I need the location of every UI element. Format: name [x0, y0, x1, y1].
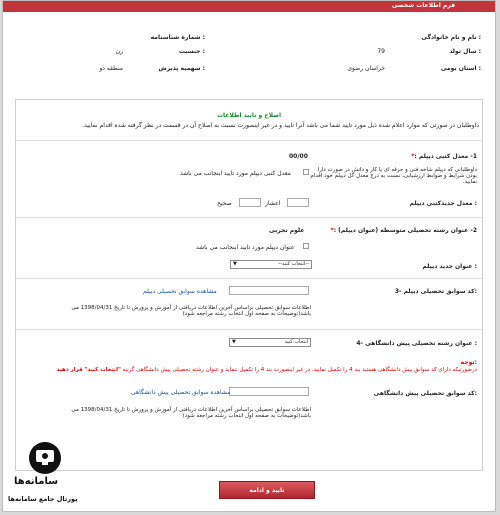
gpa-confirm-label: معدل کتبی دیپلم مورد تایید اینجانب می باشد [180, 170, 291, 177]
gpa-integer-label: صحیح [217, 200, 232, 207]
diploma-confirm-checkbox[interactable] [303, 243, 309, 249]
pre-uni-note: درصورتیکه دارای کد سوابق پیش دانشگاهی هستید بند 4 را تکمیل نمایید. در غیر اینصورت بند 4 را تکمیل ننماید و عنوان رشته تحصیلی پیش دانشگاهی گزینه "انتخاب کنید" قرار دهید [56, 367, 477, 373]
submit-button[interactable]: تایید و ادامه [219, 481, 315, 499]
watermark-tagline: پورتال جامع سامانه‌ها [8, 495, 78, 503]
diploma-field-label: 2- عنوان رشته تحصیلی متوسطه (عنوان دیپلم) :* [330, 227, 477, 234]
chevron-down-icon: ▼ [232, 339, 236, 345]
confirm-intro: داوطلبان در صورتی که موارد اعلام شده ذیل مورد تایید شما می باشد آنرا تایید و در غیر اینصورت نسبت به اصلاح آن در قسمت در نظر گرفته شده اقدام نمایید. [82, 122, 479, 129]
gender-value: زن [115, 48, 123, 55]
pre-uni-code-note: اطلاعات سوابق تحصیلی براساس آخرین اطلاعات دریافتی از آموزش و پرورش تا تاریخ 1398/04/31 می باشد(توضیحات به صفحه اول انتخاب رشته مراجعه شود) [71, 407, 311, 419]
gpa-integer-input[interactable] [287, 198, 309, 207]
diploma-field-value: علوم تجربی [269, 227, 305, 234]
pre-uni-code-label: کد سوابق تحصیلی پیش دانشگاهی: [373, 390, 477, 397]
pre-uni-note-title: توجه: [460, 359, 477, 366]
pre-uni-code-input[interactable] [229, 387, 309, 396]
diploma-code-input[interactable] [229, 286, 309, 295]
pre-uni-select[interactable] [229, 338, 311, 347]
form-window [2, 0, 496, 512]
quota-value: منطقه دو [99, 65, 123, 72]
diploma-confirm-label: عنوان دیپلم مورد تایید اینجانب می باشد [196, 244, 295, 251]
confirm-title: اصلاح و تایید اطلاعات [216, 112, 282, 119]
section-divider [15, 217, 483, 218]
pre-uni-label: 4- عنوان رشته تحصیلی پیش دانشگاهی : [356, 340, 477, 347]
province-label: استان بومی : [440, 65, 481, 72]
title-bar [3, 1, 495, 12]
section-divider [15, 329, 483, 330]
gpa-label: 1- معدل کتبی دیپلم :* [411, 153, 477, 160]
new-diploma-select-value: --انتخاب کنید-- [278, 261, 309, 267]
view-pre-uni-records-link[interactable]: مشاهده سوابق تحصیلی پیش دانشگاهی [131, 389, 231, 396]
watermark-brand: سامانه‌ها [14, 476, 59, 487]
diploma-code-note: اطلاعات سوابق تحصیلی براساس آخرین اطلاعات دریافتی از آموزش و پرورش تا تاریخ 1398/04/31 می باشد(توضیحات به صفحه اول انتخاب رشته مراجعه شود) [71, 305, 311, 317]
view-diploma-records-link[interactable]: مشاهده سوابق تحصیلی دیپلم [143, 288, 217, 295]
national-id-label: شماره شناسنامه : [150, 34, 205, 41]
province-value: خراسان رضوی [347, 65, 385, 72]
new-diploma-select[interactable] [230, 260, 312, 269]
gpa-confirm-checkbox[interactable] [303, 169, 309, 175]
quota-label: سهمیه پذیرش : [158, 65, 205, 72]
new-gpa-label: معدل جدیدکتبی دیپلم : [409, 200, 477, 207]
diploma-code-label: 3- کد سوابق تحصیلی دیپلم: [394, 288, 477, 295]
watermark-logo [0, 440, 80, 510]
gpa-value: 00/00 [289, 153, 308, 160]
gender-label: جنسیت : [178, 48, 205, 55]
form-title: فرم اطلاعات شخصی [391, 2, 455, 9]
pre-uni-select-value: انتخاب کنید [284, 339, 308, 345]
gpa-decimal-input[interactable] [239, 198, 261, 207]
new-diploma-label: عنوان جدید دیپلم : [422, 263, 477, 270]
gpa-decimal-label: اعشار [265, 200, 281, 207]
gpa-note: داوطلبانی که دیپلم شاخه فنی و حرفه ای یا کار و دانش در صورت دارا بودن شرایط و ضوابط ارزشیابی، نسبت به درج معدل کل دیپلم خود اقدام نمایید. [310, 167, 477, 185]
section-divider [15, 140, 483, 141]
birth-year-value: 79 [377, 48, 385, 55]
chevron-down-icon: ▼ [233, 261, 237, 267]
section-divider [15, 278, 483, 279]
birth-year-label: سال تولد : [449, 48, 481, 55]
name-label: نام و نام خانوادگی : [421, 34, 481, 41]
